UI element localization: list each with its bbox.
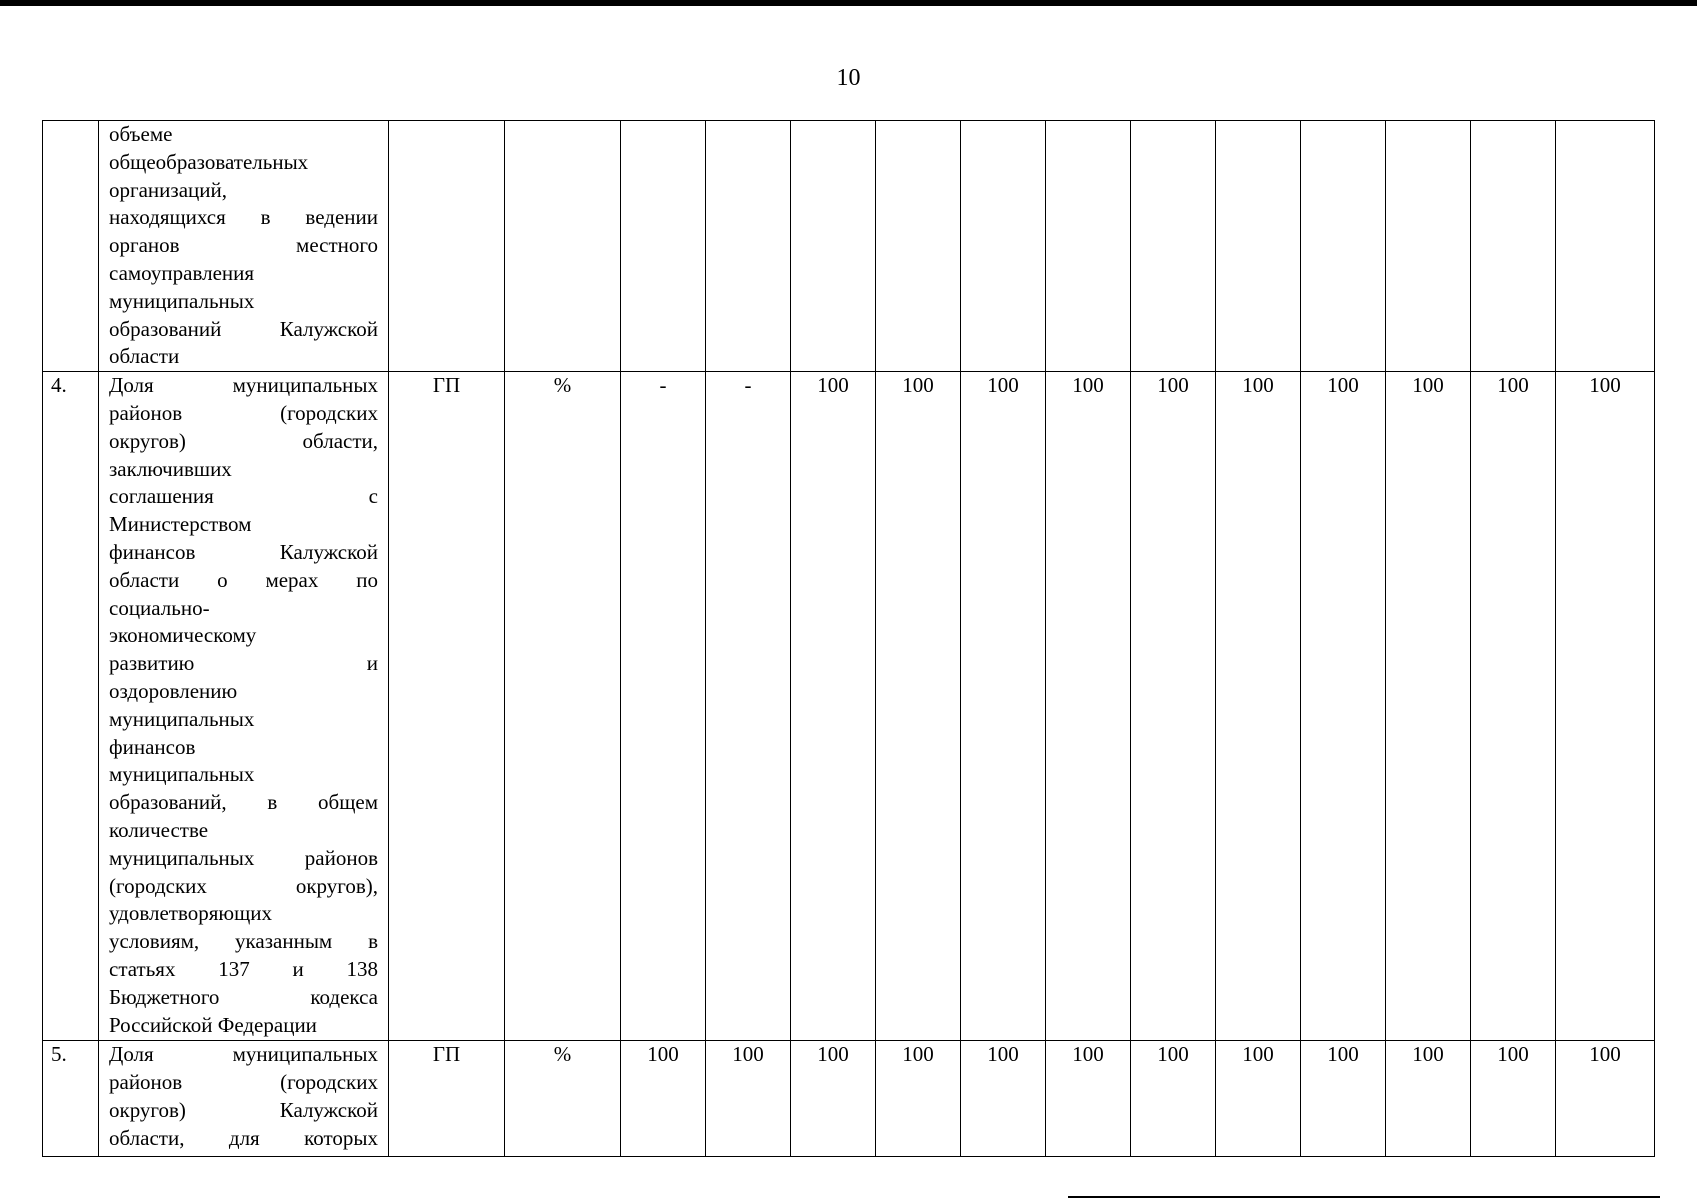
value-cell xyxy=(706,121,791,372)
description-line: социально- xyxy=(109,595,210,620)
description-line: количестве xyxy=(109,817,209,842)
description-line: округов) области, xyxy=(109,428,378,453)
description-line: Доля муниципальных xyxy=(109,1042,378,1067)
value-cell xyxy=(621,121,706,372)
description-line: организаций, xyxy=(109,177,227,202)
description-line: Бюджетного кодекса xyxy=(109,984,378,1009)
description-line: заключивших xyxy=(109,456,232,481)
row-number-cell xyxy=(43,121,99,372)
value-cell: 100 xyxy=(1216,372,1301,1041)
bottom-rule xyxy=(1068,1196,1660,1198)
row-number-cell: 5. xyxy=(43,1041,99,1157)
source-cell xyxy=(389,121,505,372)
description-line: общеобразовательных xyxy=(109,149,309,174)
description-line: удовлетворяющих xyxy=(109,901,273,926)
value-cell: 100 xyxy=(961,1041,1046,1157)
value-cell: 100 xyxy=(1301,1041,1386,1157)
description-line: области xyxy=(109,344,180,369)
value-cell: 100 xyxy=(1046,372,1131,1041)
value-cell: 100 xyxy=(1301,372,1386,1041)
indicator-description-cell xyxy=(99,121,389,372)
value-cell: 100 xyxy=(706,1041,791,1157)
description-line: экономическому xyxy=(109,623,257,648)
value-cell xyxy=(1471,121,1556,372)
value-cell xyxy=(1556,121,1655,372)
value-cell xyxy=(1131,121,1216,372)
table-row xyxy=(43,372,1655,1041)
source-cell: ГП xyxy=(389,372,505,1041)
table-row xyxy=(43,1041,1655,1157)
value-cell: 100 xyxy=(1216,1041,1301,1157)
value-cell: 100 xyxy=(1471,372,1556,1041)
value-cell xyxy=(961,121,1046,372)
unit-cell xyxy=(505,121,621,372)
description-line: финансов Калужской xyxy=(109,539,378,564)
description-line: Российской Федерации xyxy=(109,1012,317,1037)
description-line: области о мерах по xyxy=(109,567,378,592)
value-cell: 100 xyxy=(961,372,1046,1041)
description-line: соглашения с xyxy=(109,484,378,509)
value-cell: 100 xyxy=(1386,372,1471,1041)
description-line: районов (городских xyxy=(109,400,378,425)
value-cell xyxy=(1216,121,1301,372)
value-cell: 100 xyxy=(791,372,876,1041)
description-line: объеме xyxy=(109,122,173,146)
value-cell: 100 xyxy=(1131,372,1216,1041)
value-cell: - xyxy=(706,372,791,1041)
unit-cell: % xyxy=(505,1041,621,1157)
value-cell xyxy=(1386,121,1471,372)
value-cell: 100 xyxy=(1471,1041,1556,1157)
table-row xyxy=(43,121,1655,372)
description-line: статьях 137 и 138 xyxy=(109,956,378,981)
value-cell: - xyxy=(621,372,706,1041)
description-line: муниципальных районов xyxy=(109,845,378,870)
description-line: образований, в общем xyxy=(109,790,378,815)
description-line: области, для которых xyxy=(109,1125,378,1150)
description-line: муниципальных xyxy=(109,706,255,731)
description-line: образований Калужской xyxy=(109,316,378,341)
value-cell: 100 xyxy=(1386,1041,1471,1157)
description-line: органов местного xyxy=(109,233,378,258)
description-line: финансов xyxy=(109,734,196,759)
value-cell xyxy=(791,121,876,372)
value-cell: 100 xyxy=(1556,1041,1655,1157)
indicator-description-cell xyxy=(99,1041,389,1157)
value-cell: 100 xyxy=(621,1041,706,1157)
description-line: округов) Калужской xyxy=(109,1097,378,1122)
value-cell: 100 xyxy=(1046,1041,1131,1157)
unit-cell: % xyxy=(505,372,621,1041)
source-cell: ГП xyxy=(389,1041,505,1157)
value-cell: 100 xyxy=(1131,1041,1216,1157)
value-cell xyxy=(1301,121,1386,372)
row-number-cell: 4. xyxy=(43,372,99,1041)
value-cell xyxy=(876,121,961,372)
indicators-table xyxy=(42,120,1655,1157)
description-line: Доля муниципальных xyxy=(109,373,378,398)
description-line: развитию и xyxy=(109,651,378,676)
value-cell xyxy=(1046,121,1131,372)
page-number: 10 xyxy=(836,65,861,91)
description-line: (городских округов), xyxy=(109,873,378,898)
description-line: районов (городских xyxy=(109,1069,378,1094)
indicator-description-cell xyxy=(99,372,389,1041)
description-line: оздоровлению xyxy=(109,678,238,703)
value-cell: 100 xyxy=(791,1041,876,1157)
description-line: самоуправления xyxy=(109,260,255,285)
value-cell: 100 xyxy=(1556,372,1655,1041)
value-cell: 100 xyxy=(876,1041,961,1157)
description-line: муниципальных xyxy=(109,288,255,313)
description-line: Министерством xyxy=(109,512,252,537)
description-line: условиям, указанным в xyxy=(109,929,378,954)
value-cell: 100 xyxy=(876,372,961,1041)
description-line: находящихся в ведении xyxy=(109,205,378,230)
description-line: муниципальных xyxy=(109,762,255,787)
top-border-bar xyxy=(0,0,1697,6)
